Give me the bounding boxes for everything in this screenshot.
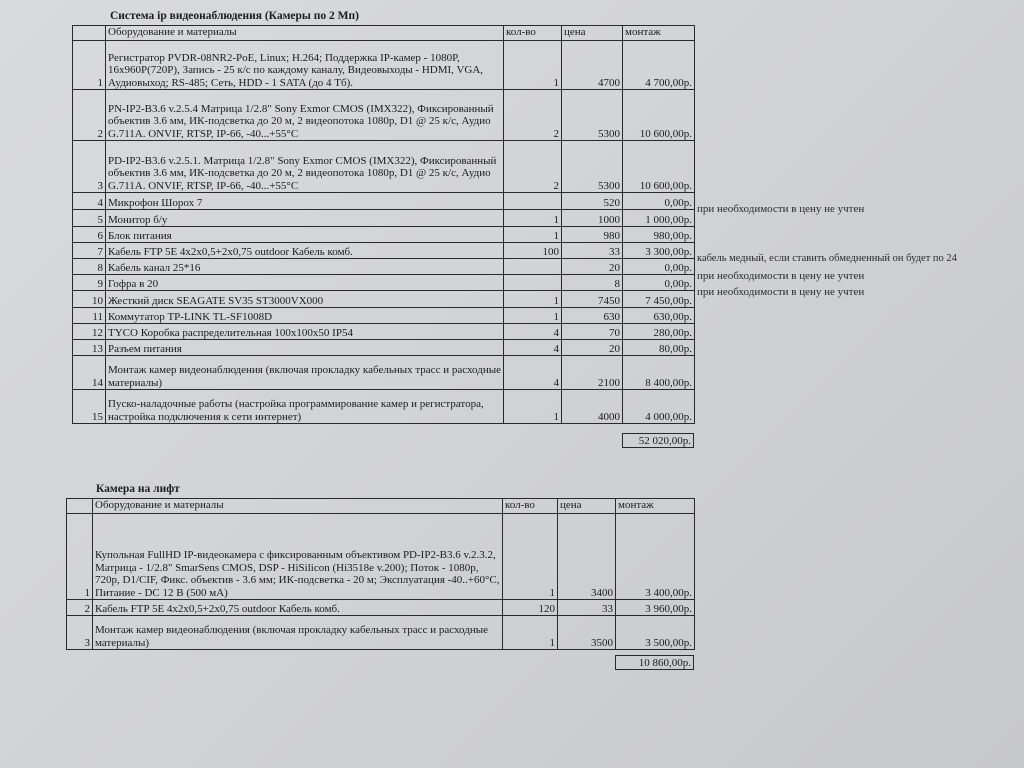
- section2-table: [66, 498, 695, 650]
- row-sum: 280,00р.: [623, 324, 695, 340]
- row-number: 4: [73, 193, 106, 210]
- table-row: [73, 259, 695, 275]
- row-description: PN-IP2-B3.6 v.2.5.4 Матрица 1/2.8" Sony Exmor CMOS (IMX322), Фиксированный объектив 3.6 мм, ИК-подсветка до 20 м, 2 видеопотока 1080p, D1 @ 25 к/с, Аудио G.711A. ONVIF, RTSP, IP-66, -40...+55°C: [106, 90, 504, 141]
- row-price: 5300: [562, 141, 623, 193]
- row-description: Пуско-наладочные работы (настройка программирование камер и регистратора, настройка подключения к сети интернет): [106, 390, 504, 424]
- row-qty: 120: [503, 600, 558, 616]
- row-sum: 3 400,00р.: [616, 514, 695, 600]
- table-row: [73, 275, 695, 291]
- section1-total: 52 020,00р.: [622, 433, 694, 448]
- header-num-cell: [67, 499, 93, 514]
- row-number: 1: [67, 514, 93, 600]
- row-qty: 4: [504, 340, 562, 356]
- row-qty: 100: [504, 243, 562, 259]
- note-row-8: при необходимости в цену не учтен: [697, 270, 865, 282]
- row-description: Кабель канал 25*16: [106, 259, 504, 275]
- row-number: 14: [73, 356, 106, 390]
- row-number: 2: [73, 90, 106, 141]
- row-number: 10: [73, 291, 106, 308]
- row-description: Коммутатор TP-LINK TL-SF1008D: [106, 308, 504, 324]
- row-qty: 4: [504, 356, 562, 390]
- section1-title: Система ip видеонаблюдения (Камеры по 2 Мп): [110, 10, 359, 22]
- row-price: 520: [562, 193, 623, 210]
- note-row-9: при необходимости в цену не учтен: [697, 286, 865, 298]
- table-row: [73, 227, 695, 243]
- row-number: 2: [67, 600, 93, 616]
- row-price: 20: [562, 259, 623, 275]
- row-price: 630: [562, 308, 623, 324]
- row-sum: 80,00р.: [623, 340, 695, 356]
- row-number: 11: [73, 308, 106, 324]
- row-sum: 3 300,00р.: [623, 243, 695, 259]
- table-row: [67, 600, 695, 616]
- row-qty: 1: [504, 308, 562, 324]
- row-price: 980: [562, 227, 623, 243]
- row-description: Монтаж камер видеонаблюдения (включая прокладку кабельных трасс и расходные материалы): [106, 356, 504, 390]
- section2-title: Камера на лифт: [96, 483, 180, 495]
- table-row: [73, 291, 695, 308]
- row-qty: [504, 275, 562, 291]
- table-row: [73, 308, 695, 324]
- header-sum: монтаж: [623, 26, 695, 41]
- row-number: 1: [73, 41, 106, 90]
- row-price: 33: [558, 600, 616, 616]
- row-price: 4700: [562, 41, 623, 90]
- row-qty: 2: [504, 90, 562, 141]
- row-sum: 3 960,00р.: [616, 600, 695, 616]
- row-qty: [504, 259, 562, 275]
- row-number: 13: [73, 340, 106, 356]
- row-description: Монтаж камер видеонаблюдения (включая прокладку кабельных трасс и расходные материалы): [93, 616, 503, 650]
- section2-total: 10 860,00р.: [615, 655, 694, 670]
- header-sum: монтаж: [616, 499, 695, 514]
- row-description: Монитор б/у: [106, 210, 504, 227]
- row-qty: 4: [504, 324, 562, 340]
- row-qty: 1: [504, 210, 562, 227]
- row-price: 33: [562, 243, 623, 259]
- header-qty: кол-во: [504, 26, 562, 41]
- table-row: [73, 141, 695, 193]
- header-price: цена: [562, 26, 623, 41]
- row-sum: 3 500,00р.: [616, 616, 695, 650]
- note-row-7: кабель медный, если ставить обмедненный он будет по 24: [697, 253, 957, 264]
- row-sum: 1 000,00р.: [623, 210, 695, 227]
- row-qty: 1: [503, 616, 558, 650]
- row-description: Гофра в 20: [106, 275, 504, 291]
- row-number: 8: [73, 259, 106, 275]
- row-price: 3500: [558, 616, 616, 650]
- row-qty: 1: [504, 390, 562, 424]
- row-number: 3: [67, 616, 93, 650]
- row-description: TYCO Коробка распределительная 100x100x50 IP54: [106, 324, 504, 340]
- row-description: Микрофон Шорох 7: [106, 193, 504, 210]
- row-sum: 4 000,00р.: [623, 390, 695, 424]
- table-row: [73, 340, 695, 356]
- row-price: 20: [562, 340, 623, 356]
- row-price: 5300: [562, 90, 623, 141]
- row-number: 3: [73, 141, 106, 193]
- row-price: 1000: [562, 210, 623, 227]
- row-number: 6: [73, 227, 106, 243]
- header-num-cell: [73, 26, 106, 41]
- row-description: Разъем питания: [106, 340, 504, 356]
- row-description: Блок питания: [106, 227, 504, 243]
- row-sum: 0,00р.: [623, 193, 695, 210]
- row-price: 2100: [562, 356, 623, 390]
- table-row: [73, 390, 695, 424]
- row-price: 70: [562, 324, 623, 340]
- row-sum: 630,00р.: [623, 308, 695, 324]
- table-header-row: [73, 26, 695, 41]
- row-sum: 7 450,00р.: [623, 291, 695, 308]
- row-number: 7: [73, 243, 106, 259]
- row-description: Регистратор PVDR-08NR2-PoE, Linux; H.264; Поддержка IP-камер - 1080P, 16x960P(720P), Запись - 25 к/с по каждому каналу, Видеовыходы - HDMI, VGA, Аудиовыход; RS-485; Сеть, HDD - 1 SATA (до 4 Тб).: [106, 41, 504, 90]
- row-description: Кабель FTP 5E 4x2x0,5+2x0,75 outdoor Кабель комб.: [93, 600, 503, 616]
- row-qty: 1: [504, 291, 562, 308]
- row-price: 8: [562, 275, 623, 291]
- header-equipment: Оборудование и материалы: [93, 499, 503, 514]
- table-row: [73, 210, 695, 227]
- row-qty: 1: [504, 41, 562, 90]
- row-description: Жесткий диск SEAGATE SV35 ST3000VX000: [106, 291, 504, 308]
- row-sum: 980,00р.: [623, 227, 695, 243]
- row-sum: 0,00р.: [623, 275, 695, 291]
- row-sum: 10 600,00р.: [623, 141, 695, 193]
- header-qty: кол-во: [503, 499, 558, 514]
- header-price: цена: [558, 499, 616, 514]
- table-row: [67, 514, 695, 600]
- row-sum: 4 700,00р.: [623, 41, 695, 90]
- row-qty: [504, 193, 562, 210]
- header-equipment: Оборудование и материалы: [106, 26, 504, 41]
- row-price: 3400: [558, 514, 616, 600]
- table-row: [73, 356, 695, 390]
- row-price: 4000: [562, 390, 623, 424]
- row-description: Купольная FullHD IP-видеокамера с фиксированным объективом PD-IP2-B3.6 v.2.3.2, Матрица - 1/2.8" SmarSens CMOS, DSP - HiSilicon (Hi3518e v.200); Поток - 1080p, 720p, D1/CIF, Фикс. объектив - 3.6 мм; ИК-подсветка - 20 м; Эксплуатация -40..+60°C, Питание - DC 12 В (500 мА): [93, 514, 503, 600]
- row-sum: 0,00р.: [623, 259, 695, 275]
- row-qty: 2: [504, 141, 562, 193]
- row-price: 7450: [562, 291, 623, 308]
- table-row: [73, 193, 695, 210]
- table-row: [73, 243, 695, 259]
- row-number: 15: [73, 390, 106, 424]
- row-sum: 8 400,00р.: [623, 356, 695, 390]
- row-description: PD-IP2-B3.6 v.2.5.1. Матрица 1/2.8" Sony Exmor CMOS (IMX322), Фиксированный объектив 3.6 мм, ИК-подсветка до 20 м, 2 видеопотока 1080p, D1 @ 25 к/с, Аудио G.711A. ONVIF, RTSP, IP-66, -40...+55°C: [106, 141, 504, 193]
- row-description: Кабель FTP 5E 4x2x0,5+2x0,75 outdoor Кабель комб.: [106, 243, 504, 259]
- table-header-row: [67, 499, 695, 514]
- row-qty: 1: [504, 227, 562, 243]
- table-row: [67, 616, 695, 650]
- row-number: 12: [73, 324, 106, 340]
- row-sum: 10 600,00р.: [623, 90, 695, 141]
- row-number: 5: [73, 210, 106, 227]
- row-number: 9: [73, 275, 106, 291]
- table-row: [73, 41, 695, 90]
- table-row: [73, 324, 695, 340]
- note-row-4: при необходимости в цену не учтен: [697, 203, 865, 215]
- table-row: [73, 90, 695, 141]
- row-qty: 1: [503, 514, 558, 600]
- section1-table: [72, 25, 695, 424]
